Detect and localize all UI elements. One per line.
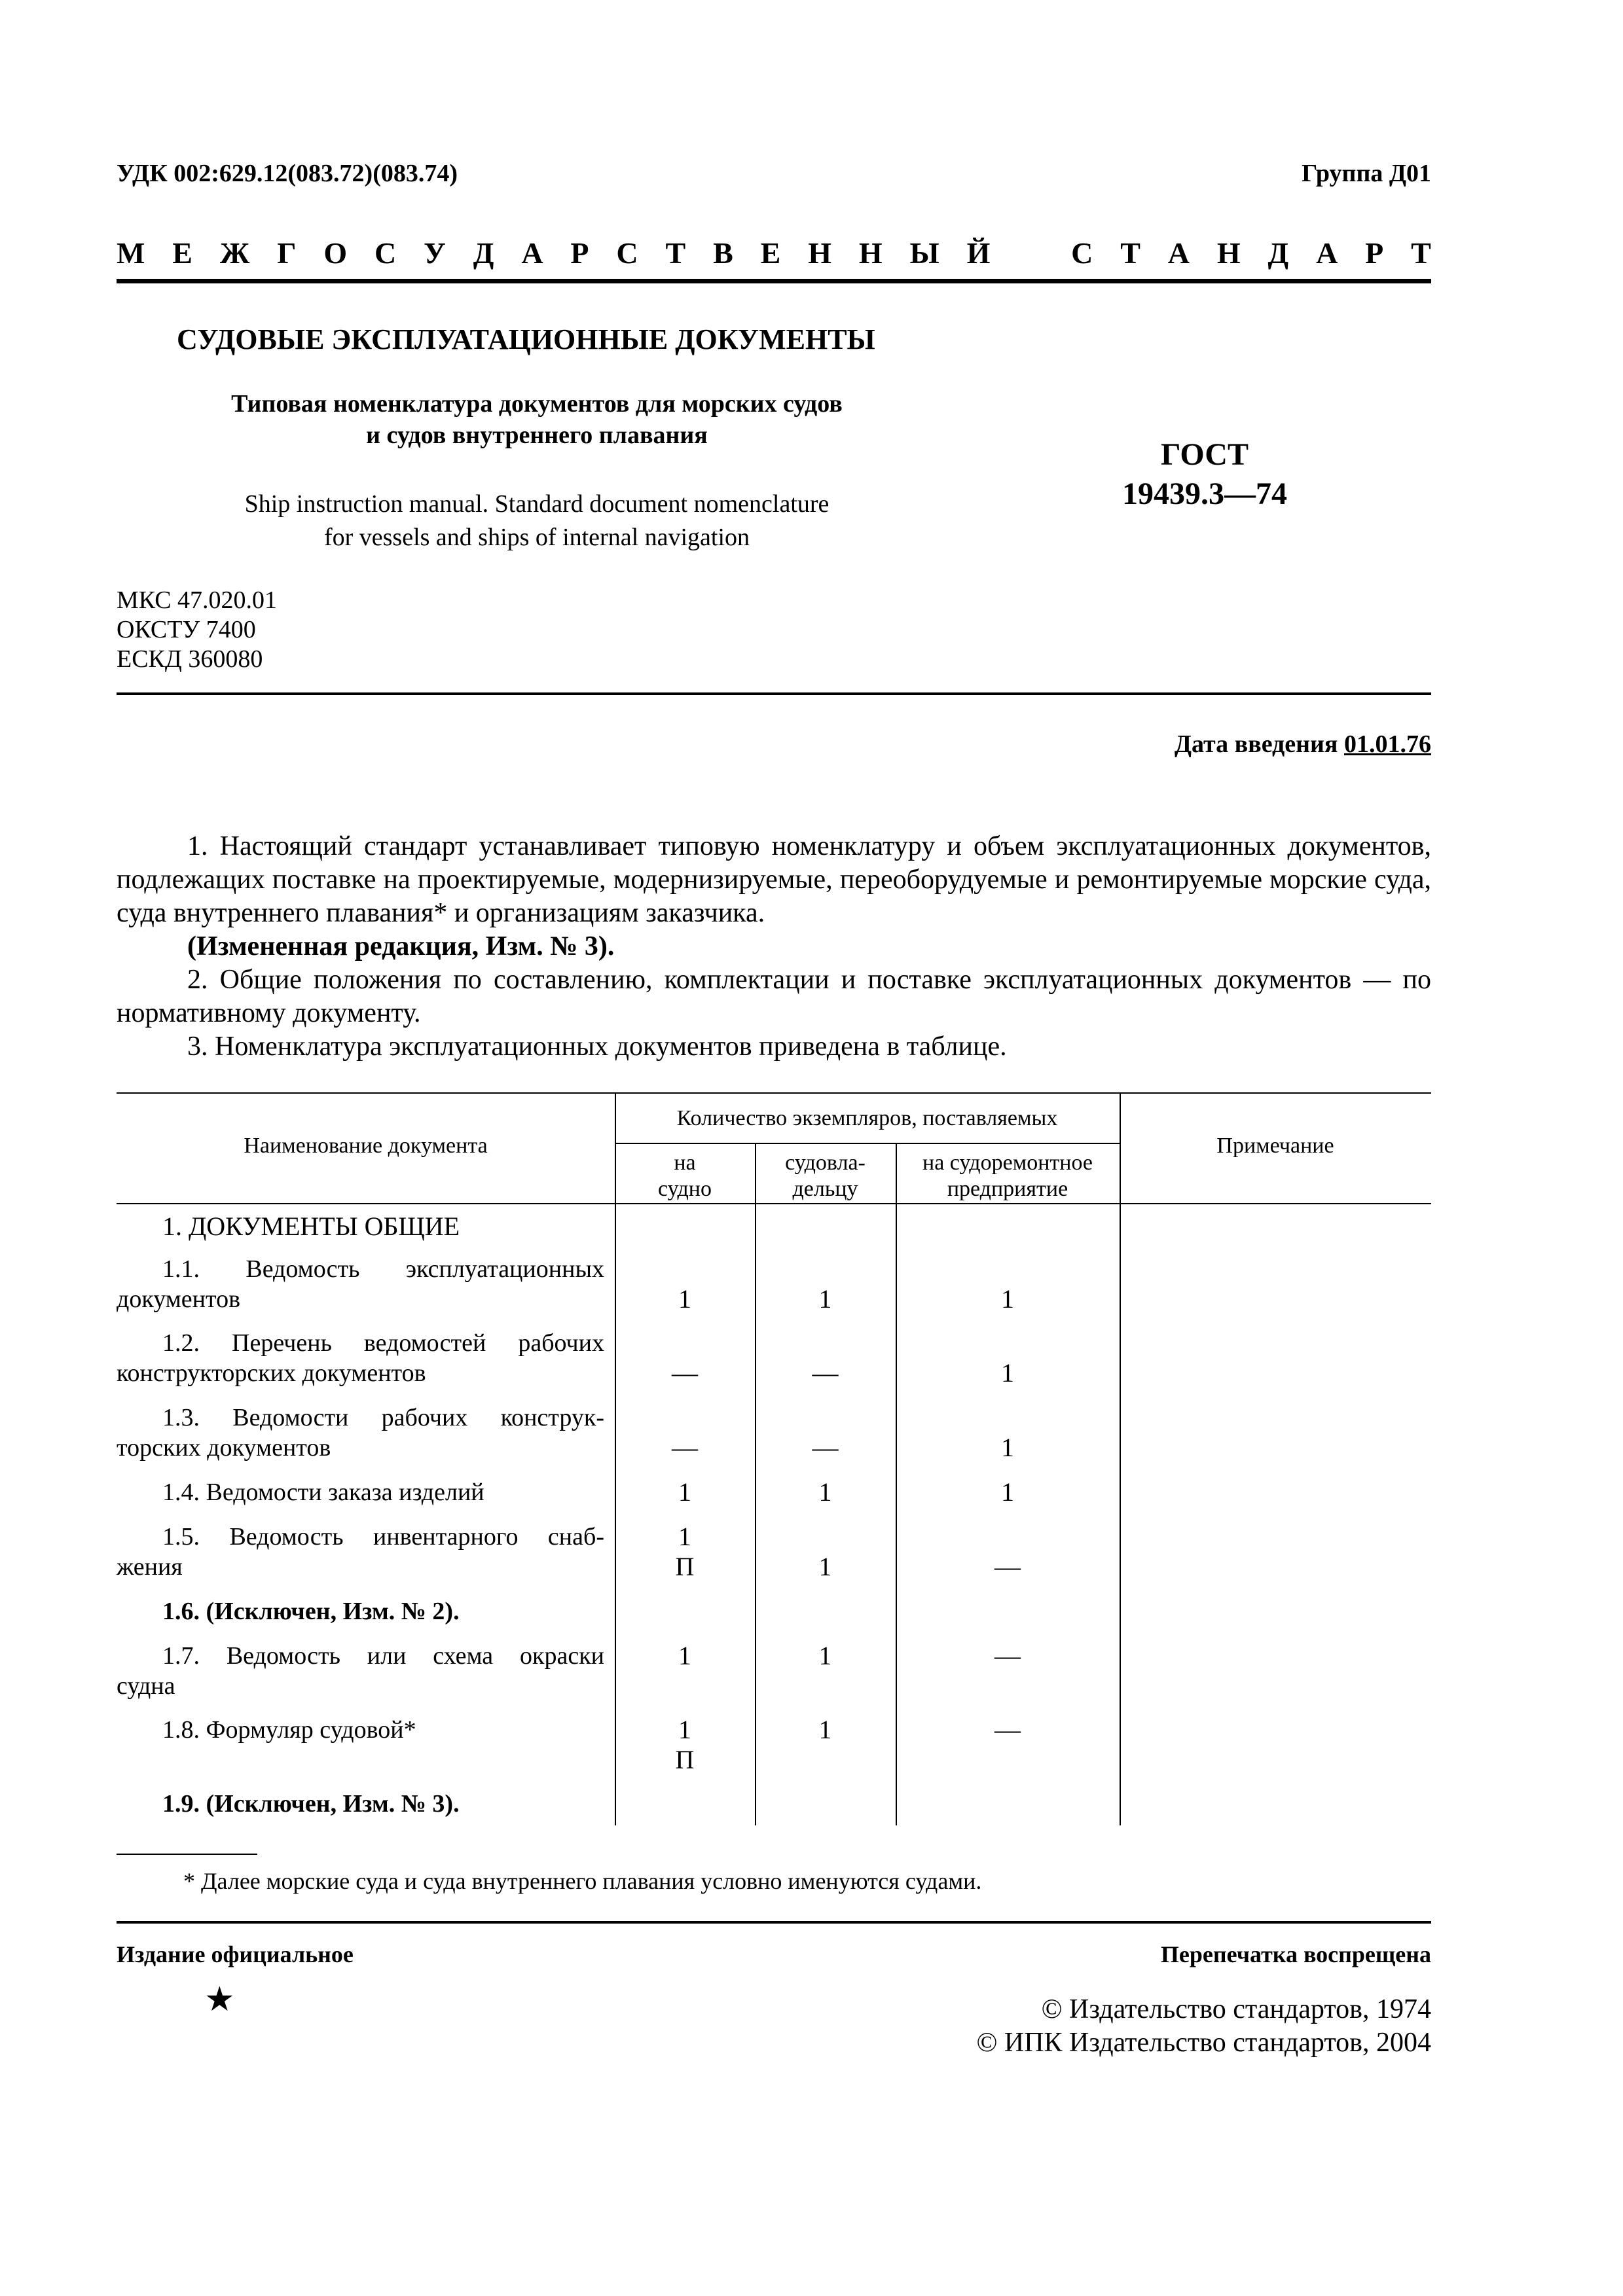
header-note: Примечание	[1216, 1134, 1334, 1158]
section-heading: 1. ДОКУМЕНТЫ ОБЩИЕ	[162, 1211, 460, 1241]
header-ship-line: на	[674, 1151, 696, 1175]
reprint-prohibited: Перепечатка воспрещена	[1160, 1941, 1431, 1967]
heading-letter: Н	[858, 236, 883, 270]
table-row	[117, 1328, 604, 1388]
gost-designation	[1080, 435, 1329, 514]
cell-owner: 1	[818, 1715, 832, 1744]
heading-letter: А	[521, 236, 543, 270]
interstate-standard-heading	[117, 236, 1431, 270]
header-repair-line: на судоремонтное	[922, 1151, 1093, 1175]
footnote-rule	[117, 1854, 257, 1855]
header-document-name: Наименование документа	[244, 1134, 488, 1158]
heading-letter: Ы	[909, 236, 939, 270]
document-subtitle	[177, 388, 897, 451]
table-sub-rule	[615, 1143, 1120, 1144]
cell-repair: —	[994, 1552, 1021, 1581]
heading-letter: А	[1167, 236, 1190, 270]
cell-repair: 1	[1001, 1284, 1014, 1314]
cell-ship: —	[672, 1433, 698, 1462]
cell-owner: 1	[818, 1641, 832, 1670]
subtitle-line: и судов внутреннего плавания	[366, 422, 708, 449]
table-row: 1.8. Формуляр судовой*	[162, 1716, 416, 1744]
row-name: жения	[117, 1553, 183, 1581]
cell-ship: 1	[678, 1641, 691, 1670]
table-row	[117, 1403, 604, 1463]
gost-label: ГОСТ	[1161, 437, 1249, 472]
heading-letter: Д	[1267, 236, 1289, 270]
code-eskd: ЕСКД 360080	[117, 645, 263, 673]
row-name: 1.2. Перечень ведомостей рабочих	[162, 1329, 604, 1357]
heading-letter: Д	[473, 236, 494, 270]
heading-letter: В	[713, 236, 733, 270]
table-divider	[1120, 1092, 1121, 1825]
code-okstu: ОКСТУ 7400	[117, 616, 256, 643]
table-row-excluded: 1.9. (Исключен, Изм. № 3).	[162, 1790, 460, 1818]
paragraph-text: 1. Настоящий стандарт устанавливает типовую номенклатуру и объем эксплуатационных документов, подлежащих поставке на проектируемые, модернизируемые, переоборудуемые и ремонтируемые морские суда, суда внутреннего плавания* и организациям заказчика.	[117, 831, 1431, 928]
cell-ship: —	[672, 1358, 698, 1388]
header-owner-line: дельцу	[792, 1177, 858, 1201]
cell-owner: —	[812, 1358, 839, 1388]
row-name: судна	[117, 1672, 175, 1700]
cell-ship-mark: П	[675, 1552, 695, 1581]
heading-letter: У	[424, 236, 446, 270]
heading-letter: М	[117, 236, 145, 270]
cell-repair: 1	[1001, 1358, 1014, 1388]
official-edition: Издание официальное	[117, 1941, 354, 1967]
paragraph-text: 2. Общие положения по составлению, комплектации и поставке эксплуатационных документов — по нормативному документу.	[117, 965, 1431, 1028]
footnote: * Далее морские суда и суда внутреннего плавания условно именуются судами.	[183, 1868, 982, 1894]
header-quantity: Количество экземпляров, поставляемых	[676, 1106, 1058, 1130]
header-owner-line: судовла-	[785, 1151, 866, 1175]
header-ship-line: судно	[658, 1177, 712, 1201]
heading-letter: С	[1071, 236, 1093, 270]
cell-owner: —	[812, 1433, 839, 1462]
copyright-line: © ИПК Издательство стандартов, 2004	[976, 2028, 1431, 2058]
heading-letter: Р	[1365, 236, 1384, 270]
paragraph-text: 3. Номенклатура эксплуатационных документов приведена в таблице.	[187, 1031, 1007, 1062]
cell-repair: —	[994, 1641, 1021, 1670]
row-name: 1.7. Ведомость или схема окраски	[162, 1642, 604, 1670]
copyright-block	[976, 1993, 1431, 2060]
header-owner	[755, 1150, 896, 1202]
heading-letter: Н	[808, 236, 831, 270]
gost-number: 19439.3—74	[1122, 476, 1287, 511]
amendment-note: (Измененная редакция, Изм. № 3).	[187, 931, 615, 961]
heading-letter: Е	[760, 236, 781, 270]
cell-repair: —	[994, 1715, 1021, 1744]
heading-letter: Е	[172, 236, 192, 270]
copyright-line: © Издательство стандартов, 1974	[1041, 1994, 1431, 2024]
heading-letter: С	[616, 236, 638, 270]
cell-ship-value: 1	[678, 1522, 691, 1551]
header-ship	[615, 1150, 755, 1202]
heading-letter: О	[323, 236, 348, 270]
heading-letter: Г	[277, 236, 297, 270]
heading-letter: Н	[1216, 236, 1241, 270]
table-row	[117, 1254, 604, 1314]
classification-codes	[117, 586, 277, 674]
cell-ship	[615, 1715, 755, 1775]
header-repair-line: предприятие	[947, 1177, 1068, 1201]
table-row: 1.4. Ведомости заказа изделий	[162, 1479, 484, 1506]
code-mks: МКС 47.020.01	[117, 586, 278, 614]
cell-owner: 1	[818, 1284, 832, 1314]
heading-rule	[117, 279, 1431, 283]
table-row	[117, 1641, 604, 1701]
cell-ship: 1	[678, 1477, 691, 1507]
row-name: 1.3. Ведомости рабочих конструк-	[162, 1404, 604, 1431]
english-title-line: Ship instruction manual. Standard document nomenclature	[244, 490, 830, 518]
heading-gap	[1017, 236, 1044, 270]
star-icon: ★	[204, 1981, 235, 2018]
cell-ship-mark: П	[675, 1745, 695, 1774]
table-row-excluded: 1.6. (Исключен, Изм. № 2).	[162, 1598, 460, 1625]
table-row	[117, 1522, 604, 1582]
udk-code: УДК 002:629.12(083.72)(083.74)	[117, 160, 458, 187]
heading-letter: Т	[1411, 236, 1431, 270]
cell-ship-value: 1	[678, 1715, 691, 1744]
heading-letter: Т	[665, 236, 686, 270]
paragraph-1	[117, 830, 1431, 1064]
row-name: конструкторских документов	[117, 1359, 426, 1387]
heading-letter: С	[374, 236, 397, 270]
group-code: Группа Д01	[1302, 160, 1431, 187]
cell-ship	[615, 1522, 755, 1582]
heading-letter: Ж	[219, 236, 250, 270]
heading-letter: Й	[966, 236, 991, 270]
cell-ship: 1	[678, 1284, 691, 1314]
heading-letter: Р	[570, 236, 589, 270]
row-name: документов	[117, 1285, 241, 1313]
subtitle-line: Типовая номенклатура документов для морских судов	[231, 390, 843, 418]
row-name: 1.1. Ведомость эксплуатационных	[162, 1255, 604, 1283]
cell-repair: 1	[1001, 1433, 1014, 1462]
document-title: СУДОВЫЕ ЭКСПЛУАТАЦИОННЫЕ ДОКУМЕНТЫ	[177, 323, 875, 355]
effective-date	[1175, 730, 1431, 759]
cell-owner: 1	[818, 1552, 832, 1581]
row-name: торских документов	[117, 1434, 331, 1462]
header-rule	[117, 692, 1431, 695]
nomenclature-table	[117, 1092, 1431, 1825]
table-top-rule	[117, 1092, 1431, 1094]
footer-rule	[117, 1921, 1431, 1924]
english-title-line: for vessels and ships of internal navigation	[323, 524, 750, 551]
cell-owner: 1	[818, 1477, 832, 1507]
heading-letter: Т	[1120, 236, 1140, 270]
table-header-rule	[117, 1203, 1431, 1204]
effective-date-value: 01.01.76	[1344, 730, 1431, 758]
heading-letter: А	[1316, 236, 1338, 270]
cell-repair: 1	[1001, 1477, 1014, 1507]
english-title	[177, 488, 897, 554]
header-repair	[896, 1150, 1120, 1202]
row-name: 1.5. Ведомость инвентарного снаб-	[162, 1523, 604, 1551]
effective-date-label: Дата введения	[1174, 730, 1338, 758]
